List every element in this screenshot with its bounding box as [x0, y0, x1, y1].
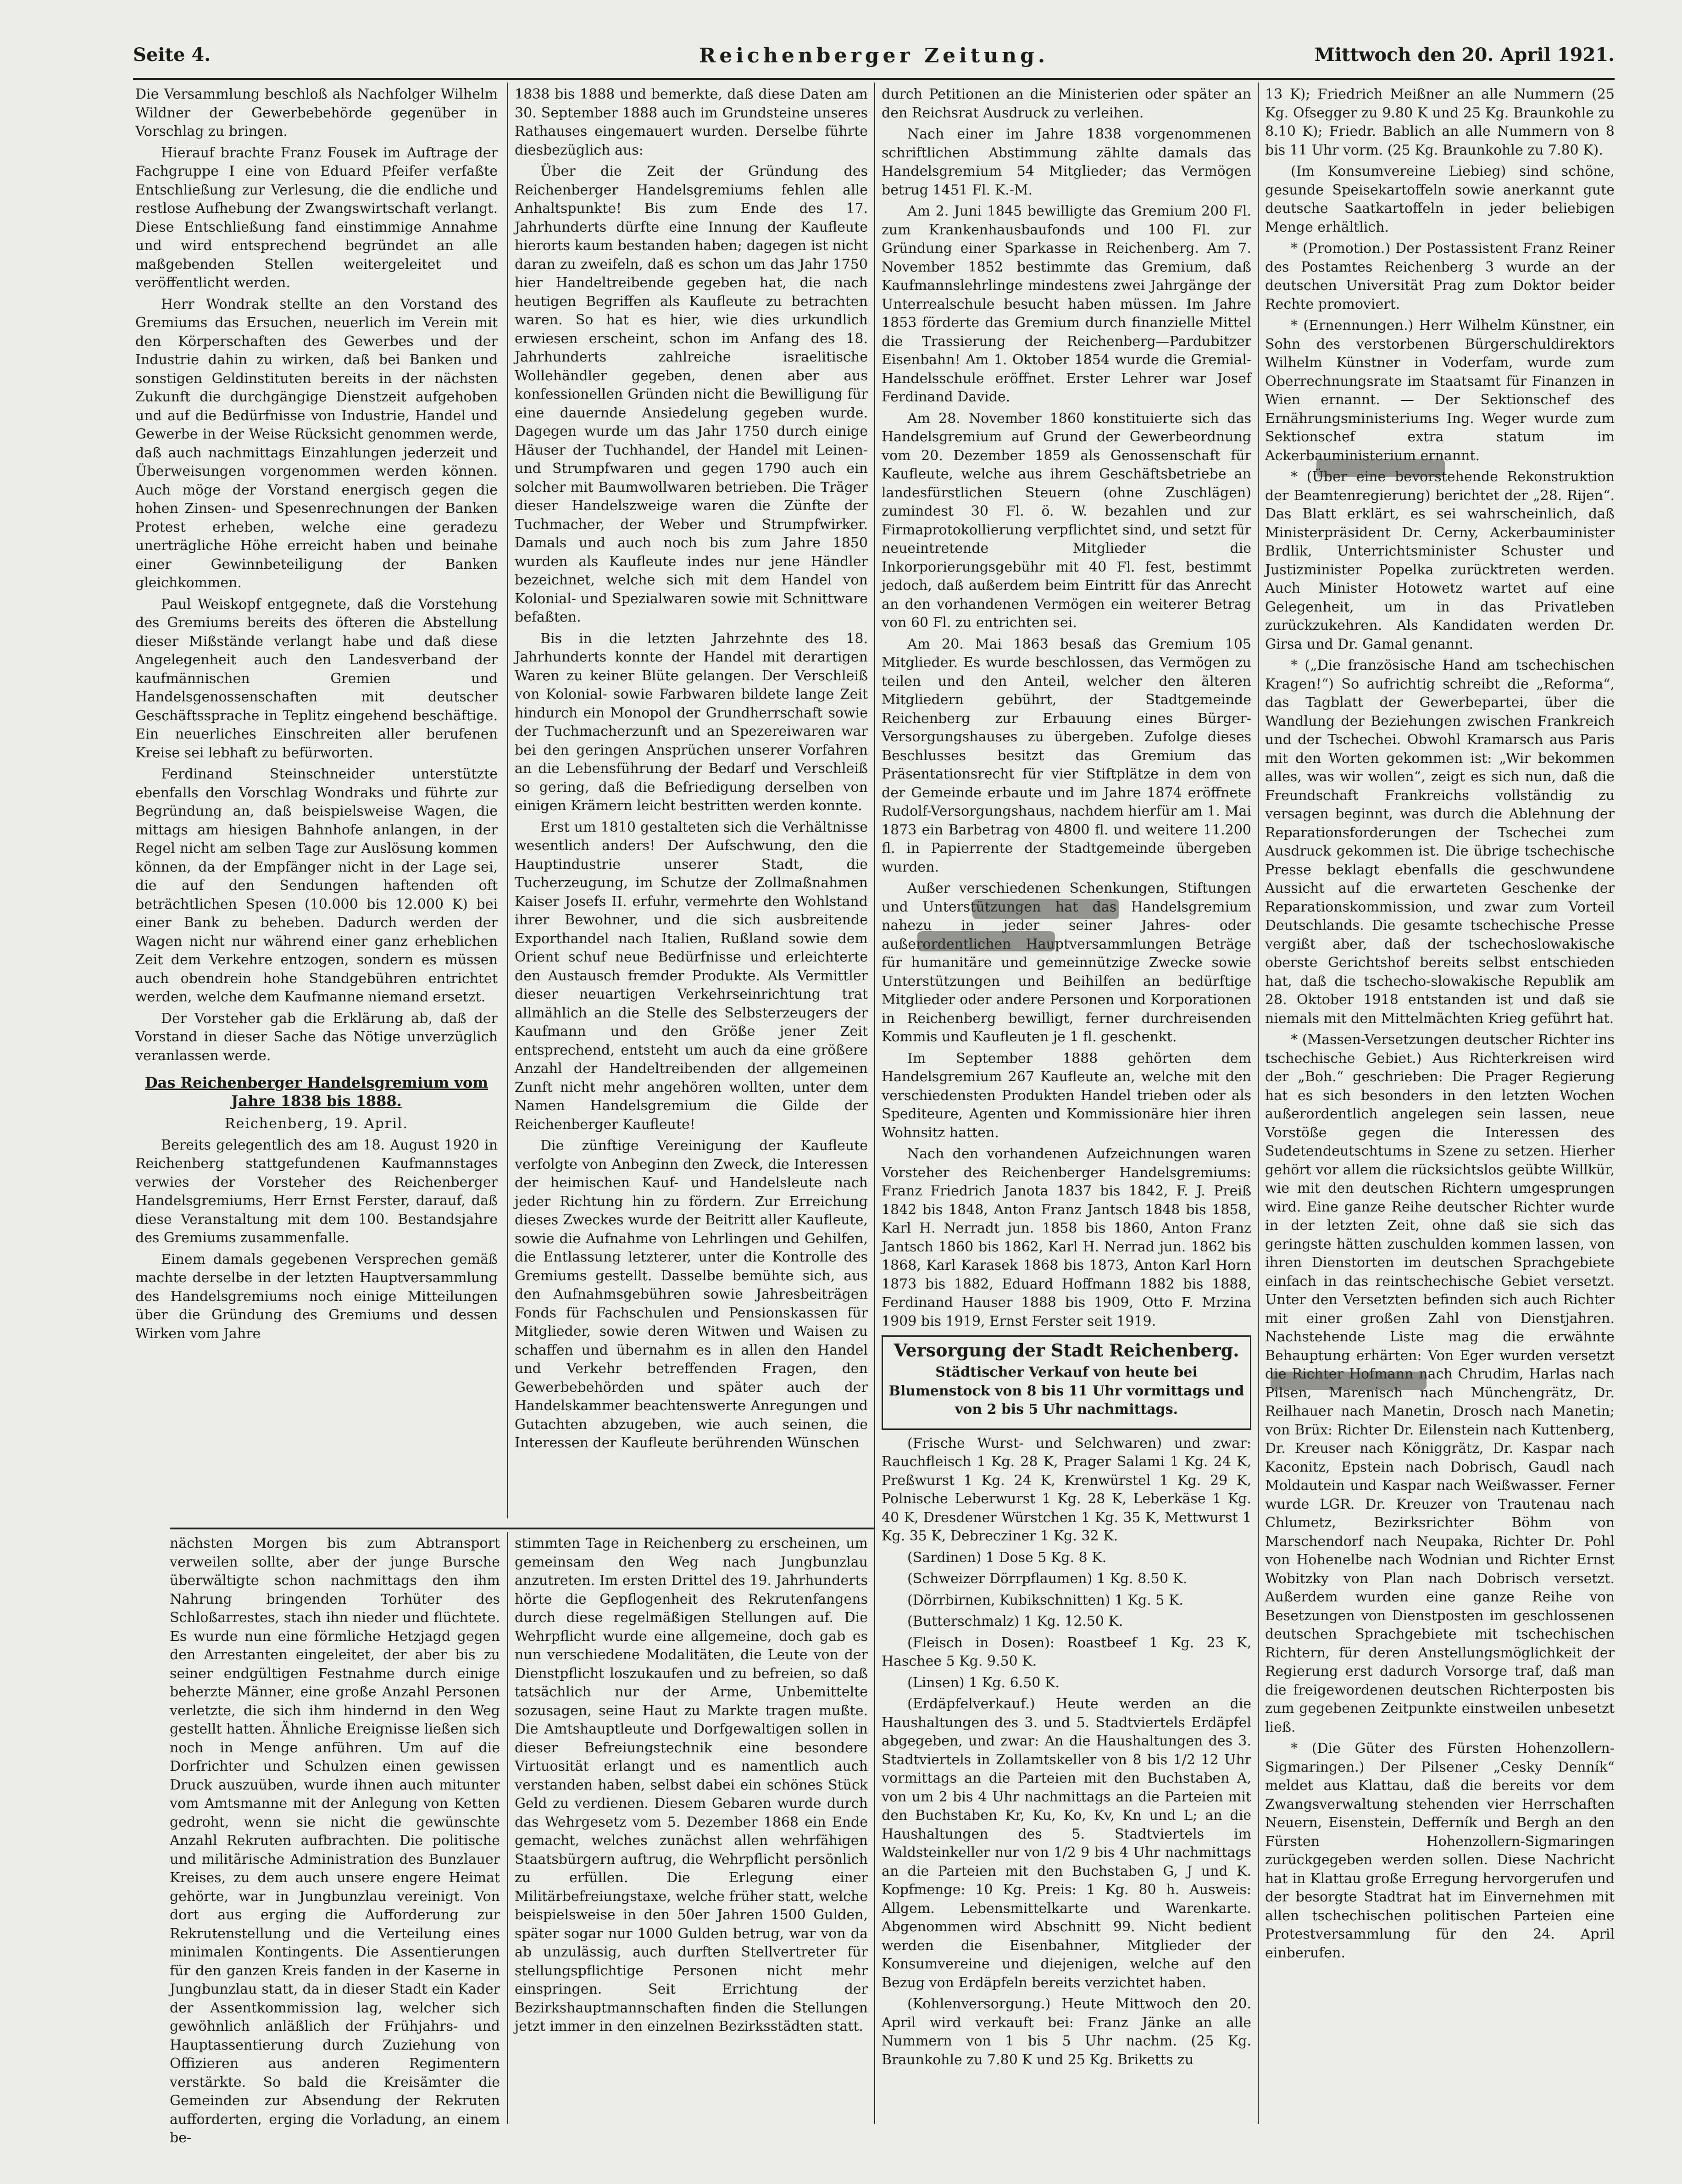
dateline: Reichenberg, 19. April.: [225, 1116, 408, 1132]
supply-subheading: Städtischer Verkauf von heute bei Blumenstock von 8 bis 11 Uhr vormittags und von 2 bis 5 Uhr nachmittags.: [888, 1364, 1244, 1417]
paragraph: Erst um 1810 gestalteten sich die Verhältnisse wesentlich anders! Der Aufschwung, den die Hauptindustrie unserer Stadt, die Tucherzeugung, im Schutze der Zollmaßnahmen Kaiser Josefs II. erfuhr, vermehrte den Wohlstand ihrer Bewohner, und die sich ausbreitende Exporthandel nach Italien, Rußland sowie dem Orient schuf neue Bedürfnisse und erleichterte den Austausch fremder Produkte. Als Vermittler dieser neuartigen Verkehrseinrichtung trat allmählich an die Stelle des Selbsterzeugers der Kaufmann und den Größe jener Zeit entsprechend, entsteht um auch da eine größere Anzahl der Handeltreibenden der allgemeinen Zunft nicht mehr angehören wollten, unter dem Namen Handelsgremium die Gilde der Reichenberger Kaufleute!: [515, 819, 868, 1133]
paragraph: * (Ernennungen.) Herr Wilhelm Künstner, ein Sohn des verstorbenen Bürgerschuldirektors Wilhelm Künstner in Voderfam, wurde zum Oberrechnungsrate im Staatsamt für Finanzen in Wien ernannt. — Der Sektionschef des Ernährungsministeriums Ing. Weger wurde zum Sektionschef extra statum im Ackerbauministerium ernannt.: [1265, 317, 1615, 464]
column-divider: [874, 83, 875, 2124]
paragraph: Außer verschiedenen Schenkungen, Stiftungen und Unterstützungen hat das Handelsgremium nahezu in jeder seiner Jahres- oder außerordentlichen Hauptversammlungen Beträge für humanitäre und gemeinnützige Zwecke sowie Unterstützungen und Beihilfen an bedürftige Mitglieder oder andere Personen und Korporationen in Reichenberg bewilligt, ferner durchreisenden Kommis und Kaufleuten je 1 fl. geschenkt.: [882, 880, 1251, 1045]
paragraph: (Im Konsumvereine Liebieg) sind schöne, gesunde Speisekartoffeln sowie anerkannt gute deutsche Saatkartoffeln in jeder beliebigen Menge erhältlich.: [1265, 163, 1615, 235]
paragraph: stimmten Tage in Reichenberg zu erscheinen, um gemeinsam den Weg nach Jungbunzlau anzutreten. Im ersten Drittel des 19. Jahrhunderts hörte die Gepflogenheit des Rekrutenfangens durch diese regelmäßigen Stellungen auf. Die Wehrpflicht wurde eine allgemeine, doch gab es nun verschiedene Modalitäten, die Leute von der Dienstpflicht loszukaufen und zu befreien, so daß tatsächlich nur der Arme, Unbemittelte sozusagen, seine Haut zu Markte tragen mußte. Die Amtshauptleute und Dorfgewaltigen sollen in dieser Befreiungstechnik eine besondere Virtuosität erlangt und es namentlich auch verstanden haben, selbst dabei ein schönes Stück Geld zu verdienen. Diesem Gebaren wurde durch das Wehrgesetz vom 5. Dezember 1868 ein Ende gemacht, welches zunächst allen wehrfähigen Staatsbürgern auftrug, die Wehrpflicht persönlich zu erfüllen. Die Erlegung einer Militärbefreiungstaxe, welche früher statt, welche beispielsweise in den 50er Jahren 1500 Gulden, später sogar nur 1000 Gulden betrug, war von da ab unzulässig, auch durften Stellvertreter für stellungspflichtige Personen nicht mehr einspringen. Seit Errichtung der Bezirkshauptmannschaften finden die Stellungen jetzt immer in den einzelnen Bezirksstädten statt.: [515, 1535, 868, 2034]
column-3: [882, 85, 1251, 2122]
paragraph: Bis in die letzten Jahrzehnte des 18. Jahrhunderts konnte der Handel mit derartigen Waren zu keiner Blüte gelangen. Der Verschleiß von Kolonial- sowie Farbwaren bildete lange Zeit hindurch ein Monopol der Grundherrschaft sowie der Tuchmacherzunft und an Spezereiwaren war bei den geringen Ansprüchen unserer Vorfahren an die Lebensführung der Bedarf und Verschleiß so gering, daß die Befriedigung derselben von einigen Krämern leicht bestritten werden konnte.: [515, 630, 868, 814]
ink-smudge: [1316, 459, 1445, 477]
serial-column-1: [170, 1534, 500, 2146]
paragraph: Im September 1888 gehörten dem Handelsgremium 267 Kaufleute an, welche mit den verschiedensten Produkten Handel trieben oder als Spediteure, Agenten und Kommissionäre hier ihren Wohnsitz hatten.: [882, 1050, 1251, 1141]
section-rule: [170, 1528, 874, 1529]
paragraph: 13 K); Friedrich Meißner an alle Nummern (25 Kg. Ofsegger zu 9.80 K und 25 Kg. Braunkohle zu 8.10 K); Friedr. Bablich an alle Nummern von 8 bis 11 Uhr vorm. (25 Kg. Braunkohle zu 7.80 K).: [1265, 86, 1615, 158]
supply-item: (Sardinen) 1 Dose 5 Kg. 8 K.: [907, 1549, 1107, 1566]
supply-item: (Frische Wurst- und Selchwaren) und zwar: Rauchfleisch 1 Kg. 28 K, Prager Salami 1 Kg. 24 K, Preßwurst 1 Kg. 24 K, Krenwürstel 1 Kg. 29 K, Polnische Leberwurst 1 Kg. 28 K, Leberkäse 1 Kg. 40 K, Dresdener Würstchen 1 Kg. 35 K, Mettwurst 1 Kg. 35 K, Debrecziner 1 Kg. 32 K.: [882, 1435, 1251, 1544]
paragraph: Am 28. November 1860 konstituierte sich das Handelsgremium auf Grund der Gewerbeordnung vom 20. Dezember 1859 als Genossenschaft für Kaufleute, welche aus ihrem Geschäftsbetriebe an landesfürstlichen Steuern (ohne Zuschlägen) zumindest 30 Fl. ö. W. bezahlen und zur Firmaprotokollierung verpflichtet sind, und setzt für neueintretende Mitglieder die Inkorporierungsgebühr mit 40 Fl. fest, bestimmt jedoch, daß außerdem beim Eintritt für das Anrecht an den vorhandenen Vermögen ein weiterer Betrag von 60 Fl. zu entrichten sei.: [882, 410, 1251, 631]
supply-item: (Butterschmalz) 1 Kg. 12.50 K.: [907, 1613, 1123, 1629]
page-number: Seite 4.: [133, 44, 211, 66]
column-divider: [507, 83, 508, 1518]
paragraph: * (Promotion.) Der Postassistent Franz Reiner des Postamtes Reichenberg 3 wurde an der deutschen Universität Prag zum Doktor beider Rechte promoviert.: [1265, 240, 1615, 312]
supply-item: (Kohlenversorgung.) Heute Mittwoch den 20. April wird verkauft bei: Franz Jänke an alle Nummern von 1 bis 5 Uhr nachm. (25 Kg. Braunkohle zu 7.80 K und 25 Kg. Briketts zu: [882, 1996, 1251, 2068]
issue-date: Mittwoch den 20. April 1921.: [1314, 44, 1615, 66]
column-1: [135, 85, 498, 1526]
paragraph: Die zünftige Vereinigung der Kaufleute verfolgte von Anbeginn den Zweck, die Interessen der heimischen Kauf- und Handelsleute nach jeder Richtung hin zu fördern. Zur Erreichung dieses Zweckes wurde der Beitritt aller Kaufleute, sowie die Aufnahme von Lehrlingen und Gehilfen, die Entlassung letzterer, unter die Kontrolle des Gremiums gestellt. Dasselbe bemühte sich, aus den Aufnahmsgebühren sowie Jahresbeiträgen Fonds für Fachschulen und Pensionskassen für Mitglieder, sowie deren Witwen und Waisen zu schaffen und übernahm es in allen den Handel und Verkehr betreffenden Fragen, den Gewerbebehörden und später auch der Handelskammer beachtenswerte Anregungen und Gutachten abzugeben, wie auch seinen, die Interessen der Kaufleute berührenden Wünschen: [515, 1138, 868, 1451]
column-divider: [507, 1532, 508, 2124]
paragraph: Nach einer im Jahre 1838 vorgenommenen schriftlichen Abstimmung zählte damals das Handelsgremium 54 Mitglieder; das Vermögen betrug 1451 Fl. K.-M.: [882, 126, 1251, 198]
paragraph: Am 2. Juni 1845 bewilligte das Gremium 200 Fl. zum Krankenhausbaufonds und 100 Fl. zur Gründung einer Sparkasse in Reichenberg. Am 7. November 1852 bestimmte das Gremium, daß Kaufmannslehrlinge mindestens zwei Jahrgänge der Unterrealschule besucht haben müssen. Im Jahre 1853 förderte das Gremium durch finanzielle Mittel die Trassierung der Reichenberg—Pardubitzer Eisenbahn! Am 1. Oktober 1854 wurde die Gremial-Handelsschule eröffnet. Erster Lehrer war Josef Ferdinand Davide.: [882, 203, 1251, 405]
paragraph: * (Die Güter des Fürsten Hohenzollern-Sigmaringen.) Der Pilsener „Cesky Denník“ meldet aus Klattau, daß die bereits vor dem Zwangsverwaltung stehenden vier Herrschaften Neuern, Eisenstein, Defferník und Bergh an den Fürsten Hohenzollern-Sigmaringen zurückgegeben werden sollen. Diese Nachricht hat in Klattau große Erregung hervorgerufen und der besorgte Stadtrat hat im Einvernehmen mit allen tschechischen politischen Parteien eine Protestversammlung für den 24. April einberufen.: [1265, 1740, 1615, 1961]
supply-item: (Dörrbirnen, Kubikschnitten) 1 Kg. 5 K.: [907, 1592, 1183, 1608]
paragraph: * („Die französische Hand am tschechischen Kragen!“) So aufrichtig schreibt die „Reforma“, das Tagblatt der Gewerbepartei, über die Wandlung der Beziehungen zwischen Frankreich und der Tschechei. Obwohl Kramarsch aus Paris mit den Worten gekommen ist: „Wir bekommen alles, was wir wollen“, zeigt es sich nun, daß die Freundschaft Frankreichs vollständig zu versagen beginnt, was durch die Ablehnung der Reparationsforderungen der Tschechei zum Ausdruck gekommen ist. Die übrige tschechische Presse beklagt ebenfalls die geschwundene Aussicht auf die erwarteten Geschenke der Reparationskommission, und zwar zum Vorteil Deutschlands. Die gesamte tschechische Presse vergißt aber, daß der tschechoslowakische oberste Gerichtshof bereits selbst entschieden hat, daß die tschecho-slowakische Republik am 28. Oktober 1918 entstanden ist und daß sie niemals mit den Mittelmächten Krieg geführt hat.: [1265, 657, 1615, 1027]
ink-smudge: [917, 931, 1055, 951]
paragraph: Paul Weiskopf entgegnete, daß die Vorstehung des Gremiums bereits des öfteren die Abstellung dieser Mißstände verlangt habe und daß diese Angelegenheit auch den Landesverband der kaufmännischen Gremien und Handelsgenossenschaften mit deutscher Geschäftssprache in Teplitz eingehend beschäftige. Ein neuerliches Einschreiten aller berufenen Kreise sei lebhaft zu befürworten.: [135, 596, 498, 761]
paragraph: Hierauf brachte Franz Fousek im Auftrage der Fachgruppe I eine von Eduard Pfeifer verfaßte Entschließung zur Verlesung, die die endliche und restlose Aufhebung der Zwangswirtschaft verlangt. Diese Entschließung fand einstimmige Annahme und wird entsprechend begründet an alle maßgebenden Stellen weitergeleitet und veröffentlicht werden.: [135, 144, 498, 291]
paragraph: Der Vorsteher gab die Erklärung ab, daß der Vorstand in dieser Sache das Nötige unverzüglich veranlassen werde.: [135, 1010, 498, 1064]
supply-item: (Fleisch in Dosen): Roastbeef 1 Kg. 23 K, Haschee 5 Kg. 9.50 K.: [882, 1634, 1251, 1669]
paragraph: durch Petitionen an die Ministerien oder später an den Reichsrat Ausdruck zu verleihen.: [882, 86, 1251, 121]
column-divider: [1258, 83, 1259, 2124]
page-header: [133, 44, 1615, 76]
supply-heading: Versorgung der Stadt Reichenberg.: [894, 1340, 1239, 1361]
paragraph: Herr Wondrak stellte an den Vorstand des Gremiums das Ersuchen, neuerlich im Verein mit den Körperschaften des Gewerbes und der Industrie dahin zu wirken, daß bei Banken und sonstigen Geldinstituten bereits in der nächsten Zukunft die durchgängige Dienstzeit aufgehoben und auf die Bedürfnisse von Industrie, Handel und Gewerbe in der Weise Rücksicht genommen werde, daß auch nachmittags Einzahlungen jederzeit und Überweisungen vorgenommen werden können. Auch möge der Vorstand energisch gegen die hohen Zinsen- und Spesenrechnungen der Banken Protest erheben, welche eine geradezu unerträgliche Höhe erreicht haben und beinahe einer Gewinnbeteiligung der Banken gleichkommen.: [135, 296, 498, 591]
paragraph: Einem damals gegebenen Versprechen gemäß machte derselbe in der letzten Hauptversammlung des Handelsgremiums noch einige Mitteilungen über die Gründung des Gremiums und dessen Wirken vom Jahre: [135, 1251, 498, 1342]
serial-column-2: [515, 1534, 868, 2122]
article-heading: Das Reichenberger Handelsgremium vom Jahre 1838 bis 1888.: [144, 1074, 489, 1110]
paragraph: * (Massen-Versetzungen deutscher Richter ins tschechische Gebiet.) Aus Richterkreisen wird der „Boh.“ geschrieben: Die Prager Regierung hat es sich besonders in den letzten Wochen außerordentlich angelegen sein lassen, neue Vorstöße gegen die Interessen des Sudetendeutschtums in Szene zu setzen. Hierher gehört vor allem die rücksichtslos geübte Willkür, wie mit den deutschen Richtern umgesprungen wird. Eine ganze Reihe deutscher Richter wurde in der letzten Zeit, ohne daß sie sich das geringste hätten zuschulden kommen lassen, von ihren Dienstorten im deutschen Sprachgebiete einfach in das reintschechische Gebiet versetzt. Unter den Versetzten befinden sich auch Richter mit einer großen Zahl von Dienstjahren. Nachstehende Liste mag die erwähnte Behauptung erhärten: Von Eger wurden versetzt die Richter Hofmann nach Chrudim, Harlas nach Pilsen, Marenisch nach Münchengrätz, Dr. Reilhauer nach Manetin, Drosch nach Manetin; von Brüx: Richter Dr. Eilenstein nach Kuttenberg, Dr. Kreuser nach Königgrätz, Dr. Kaspar nach Kaconitz, Epstein nach Dobrisch, Gaudl nach Moldautein und Kaspar nach Weißwasser. Ferner wurde LGR. Dr. Kreuzer von Trautenau nach Chlumetz, Bezirksrichter Böhm von Marschendorf nach Neupaka, Richter Dr. Pohl von Hohenelbe nach Wodnian und Richter Ernst Wobitzky von Plan nach Dobrisch versetzt. Außerdem wurden eine ganze Reihe von Besetzungen von Dienstposten im geschlossenen deutschen Sprachgebiete mit tschechischen Richtern, für deren Anstellungsmöglichkeit der Regierung erst dadurch Vorsorge traf, daß man die freigewordenen deutschen Richterposten bis zum gegebenen Zeitpunkte einstweilen unbesetzt ließ.: [1265, 1032, 1615, 1735]
supply-item: (Schweizer Dörrpflaumen) 1 Kg. 8.50 K.: [907, 1571, 1188, 1587]
paragraph: Bereits gelegentlich des am 18. August 1920 in Reichenberg stattgefundenen Kaufmannstages verwies der Vorsteher des Reichenberger Handelsgremiums, Herr Ernst Ferster, darauf, daß diese Veranstaltung mit dem 100. Bestandsjahre des Gremiums zusammenfalle.: [135, 1137, 498, 1246]
paragraph: Ferdinand Steinschneider unterstützte ebenfalls den Vorschlag Wondraks und führte zur Begründung an, daß beispielsweise Wagen, die mittags am hiesigen Bahnhofe anlangen, in der Regel nicht am selben Tage zur Auslösung kommen können, da der Empfänger nicht in der Lage sei, die auf den Sendungen haftenden oft beträchtlichen Spesen (10.000 bis 12.000 K) bei einer Bank zu beheben. Dadurch werden der Wagen nicht nur während einer ganz erheblichen Zeit dem Verkehre entzogen, sondern es müssen auch obendrein hohe Standgebühren entrichtet werden, welche dem Kaufmanne niemand ersetzt.: [135, 766, 498, 1005]
paragraph: Über die Zeit der Gründung des Reichenberger Handelsgremiums fehlen alle Anhaltspunkte! Bis zum Ende des 17. Jahrhunderts dürfte eine Innung der Kaufleute hierorts kaum bestanden haben; dagegen ist nicht daran zu zweifeln, daß es schon um das Jahr 1750 hier Handeltreibende gegeben hat, die nach heutigen Begriffen als Kaufleute zu betrachten waren. So hat es hier, wie dies urkundlich erwiesen erscheint, schon im Anfang des 18. Jahrhunderts zahlreiche israelitische Wollehändler gegeben, denen aber aus konfessionellen Gründen nicht die Bewilligung für eine dauernde Ansiedelung gegeben wurde. Dagegen wurde um das Jahr 1750 durch einige Häuser der Tuchhandel, der Handel mit Leinen- und Strumpfwaren und gegen 1790 auch ein solcher mit Baumwollwaren betrieben. Die Träger dieser Handelszweige waren die Zünfte der Tuchmacher, der Weber und Strumpfwirker. Damals und auch noch bis zum Jahre 1850 wurden als Kaufleute indes nur jene Händler bezeichnet, welche sich mit dem Handel von Kolonial- und Spezialwaren sowie mit Schnittware befaßten.: [515, 163, 868, 625]
ink-smudge: [1271, 1372, 1427, 1390]
masthead: Reichenberger Zeitung.: [699, 44, 1049, 67]
paragraph: Am 20. Mai 1863 besaß das Gremium 105 Mitglieder. Es wurde beschlossen, das Vermögen zu teilen und den Anteil, welcher den älteren Mitgliedern gebührt, der Stadtgemeinde Reichenberg zur Erbauung eines Bürger-Versorgungshauses zu übergeben. Zufolge dieses Beschlusses besitzt das Gremium das Präsentationsrecht für vier Stiftplätze in dem von der Gemeinde erbaute und im Jahre 1874 eröffnete Rudolf-Versorgungshaus, nachdem hierfür am 1. Mai 1873 ein Barbetrag von 4800 fl. und weitere 11.200 fl. in Papierrente der Stadtgemeinde übergeben wurden.: [882, 636, 1251, 875]
supply-item: (Erdäpfelverkauf.) Heute werden an die Haushaltungen des 3. und 5. Stadtviertels Erdäpfel abgegeben, und zwar: An die Haushaltungen des 3. Stadtviertels in Zollamtskeller von 8 bis 1/2 12 Uhr vormittags an die Parteien mit den Buchstaben A, von um 2 bis 4 Uhr nachmittags an die Parteien mit den Buchstaben Kr, Ku, Ko, Kv, Kn und L; an die Haushaltungen des 5. Stadtviertels im Waldsteinkeller nur von 1/2 9 bis 4 Uhr nachmittags an die Parteien mit den Buchstaben G, J und K. Kopfmenge: 10 Kg. Preis: 1 Kg. 80 h. Ausweis: Allgem. Lebensmittelkarte und Warenkarte. Abgenommen wird Abschnitt 99. Nicht bedient werden die Eisenbahner, Mitglieder der Konsumvereine und diejenigen, welche auf den Bezug von Erdäpfeln bereits verzichtet haben.: [882, 1696, 1251, 1991]
paragraph: Die Versammlung beschloß als Nachfolger Wilhelm Wildner der Gewerbebehörde gegenüber in Vorschlag zu bringen.: [135, 86, 498, 139]
column-2: [515, 85, 868, 1526]
supply-item: (Linsen) 1 Kg. 6.50 K.: [907, 1674, 1060, 1691]
header-rule: [133, 78, 1615, 80]
supply-notice-box: [882, 1335, 1251, 1430]
paragraph: Nach den vorhandenen Aufzeichnungen waren Vorsteher des Reichenberger Handelsgremiums: Franz Friedrich Janota 1837 bis 1842, F. J. Preiß 1842 bis 1848, Anton Franz Jantsch 1848 bis 1858, Karl H. Nerradt jun. 1858 bis 1860, Anton Franz Jantsch 1860 bis 1862, Karl H. Nerrad jun. 1862 bis 1868, Karl Karasek 1868 bis 1873, Anton Karl Horn 1873 bis 1882, Eduard Hoffmann 1882 bis 1888, Ferdinand Hauser 1888 bis 1909, Otto F. Mrzina 1909 bis 1919, Ernst Ferster seit 1919.: [882, 1146, 1251, 1329]
ink-smudge: [972, 899, 1119, 919]
paragraph: nächsten Morgen bis zum Abtransport verweilen sollte, aber der junge Bursche überwältigte schon nachmittags den ihm Nahrung bringenden Torhüter des Schloßarrestes, stach ihn nieder und flüchtete. Es wurde nun eine förmliche Hetzjagd gegen den Arrestanten eingeleitet, der aber bis zu seiner endgültigen Festnahme durch einige beherzte Männer, eine große Anzahl Personen verletzte, die sich ihm hindernd in den Weg gestellt hatten. Ähnliche Ereignisse ließen sich noch in Menge anführen. Um auf die Dorfrichter und Schulzen einen gewissen Druck auszuüben, wurde ihnen auch mitunter vom Amtsmanne mit der Anlegung von Ketten gedroht, wenn sie nicht die gewünschte Anzahl Rekruten aufbrachten. Die politische und militärische Administration des Bunzlauer Kreises, zu dem auch unsere engere Heimat gehörte, war in Jungbunzlau vereinigt. Von dort aus erging die Aufforderung zur Rekrutenstellung und die Verteilung eines minimalen Kontingents. Die Assentierungen für den ganzen Kreis fanden in der Kaserne in Jungbunzlau statt, da in dieser Stadt ein Kader der Assentkommission lag, welcher sich gewöhnlich anläßlich der Frühjahrs- und Hauptassentierung durch Zuziehung von Offizieren aus anderen Regimentern verstärkte. So bald die Kreisämter die Gemeinden zur Absendung der Rekruten aufforderten, erging die Vorladung, an einem be-: [170, 1535, 500, 2146]
paragraph: 1838 bis 1888 und bemerkte, daß diese Daten am 30. September 1888 auch im Grundsteine unseres Rathauses eingemauert wurden. Derselbe führte diesbezüglich aus:: [515, 86, 868, 158]
column-4: [1265, 85, 1615, 2122]
paragraph: * (Über eine bevorstehende Rekonstruktion der Beamtenregierung) berichtet der „28. Rijen“. Das Blatt erklärt, es sei wahrscheinlich, daß Ministerpräsident Dr. Cerny, Ackerbauminister Brdlik, Unterrichtsminister Schuster und Justizminister Popelka zurücktreten werden. Auch Minister Hotowetz wartet auf eine Gelegenheit, um in das Privatleben zurückzukehren. Als Kandidaten werden Dr. Girsa und Dr. Gamal genannt.: [1265, 469, 1615, 652]
